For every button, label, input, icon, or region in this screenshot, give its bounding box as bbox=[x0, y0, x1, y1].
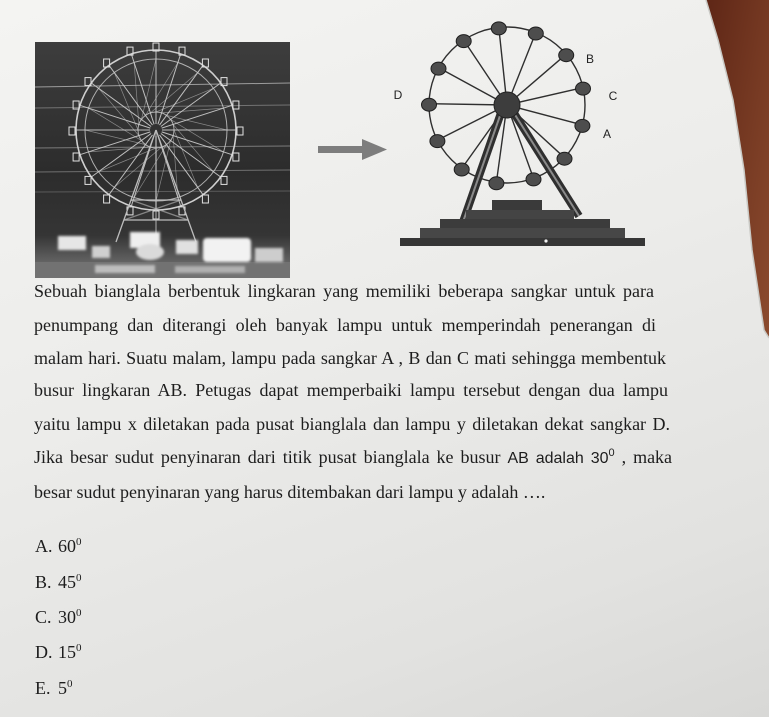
option-superscript: 0 bbox=[67, 678, 73, 690]
option-value: 5 bbox=[58, 678, 67, 698]
gondola bbox=[431, 62, 446, 75]
label-a: A bbox=[602, 127, 612, 141]
option-letter: E. bbox=[35, 678, 51, 698]
line-6-ending: , maka bbox=[621, 447, 673, 467]
problem-line-7: besar sudut penyinaran yang harus ditembakan dari lampu y adalah …. bbox=[34, 482, 546, 502]
base-step bbox=[492, 200, 542, 210]
light-patch bbox=[176, 240, 198, 254]
label-c: C bbox=[608, 89, 618, 103]
option-letter: D. bbox=[35, 642, 53, 662]
option-c bbox=[35, 606, 82, 628]
gondola bbox=[491, 22, 506, 35]
angle-number: 30 bbox=[590, 450, 609, 467]
option-a bbox=[35, 535, 82, 557]
arrow-head bbox=[362, 139, 387, 160]
option-b bbox=[35, 571, 82, 593]
light-patch bbox=[175, 266, 245, 273]
gondola bbox=[576, 82, 591, 95]
problem-line-1: Sebuah bianglala berbentuk lingkaran yang memiliki beberapa sangkar untuk para bbox=[34, 281, 654, 301]
option-value: 45 bbox=[58, 572, 76, 592]
diagram-hub bbox=[494, 92, 520, 118]
problem-line-5: yaitu lampu x diletakan pada pusat bianglala dan lampu y diletakan dekat sangkar D. bbox=[34, 414, 670, 434]
van-shape bbox=[203, 238, 251, 262]
problem-line-4: busur lingkaran AB. Petugas dapat memperbaiki lampu tersebut dengan dua lampu bbox=[34, 380, 668, 400]
gondola bbox=[454, 163, 469, 176]
option-superscript: 0 bbox=[76, 642, 82, 654]
angle-value bbox=[590, 447, 615, 467]
problem-line-6 bbox=[34, 446, 672, 468]
problem-line-2: penumpang dan diterangi oleh banyak lampu untuk memperindah penerangan di bbox=[34, 315, 656, 335]
option-value: 15 bbox=[58, 642, 76, 662]
ferris-wheel-photo bbox=[35, 42, 290, 278]
label-b: B bbox=[585, 52, 595, 66]
gondola bbox=[422, 98, 437, 111]
arrow-shaft bbox=[318, 146, 364, 153]
light-patch bbox=[95, 265, 155, 273]
option-letter: A. bbox=[35, 536, 53, 556]
line-6-arc-label: AB adalah bbox=[507, 450, 584, 467]
gondola bbox=[489, 177, 504, 190]
option-letter: B. bbox=[35, 572, 52, 592]
gondola bbox=[456, 35, 471, 48]
gondola bbox=[557, 152, 572, 165]
option-d bbox=[35, 641, 82, 663]
light-patch bbox=[58, 236, 86, 250]
option-letter: C. bbox=[35, 607, 52, 627]
option-superscript: 0 bbox=[76, 607, 82, 619]
option-value: 30 bbox=[58, 607, 76, 627]
photo-ground bbox=[35, 262, 290, 278]
gondola bbox=[430, 135, 445, 148]
gondola bbox=[526, 173, 541, 186]
problem-line-3: malam hari. Suatu malam, lampu pada sangkar A , B dan C mati sehingga membentuk bbox=[34, 348, 666, 368]
label-d: D bbox=[393, 88, 403, 102]
light-patch bbox=[255, 248, 283, 262]
light-patch bbox=[136, 244, 164, 260]
base-step bbox=[440, 219, 610, 228]
gondola bbox=[559, 49, 574, 62]
diagram-base bbox=[400, 200, 645, 246]
desk-surface bbox=[706, 0, 769, 338]
base-light-dot bbox=[544, 239, 547, 242]
gondola bbox=[528, 27, 543, 40]
base-step bbox=[420, 228, 625, 238]
option-value: 60 bbox=[58, 536, 76, 556]
arrow-icon bbox=[318, 139, 387, 160]
option-superscript: 0 bbox=[76, 536, 82, 548]
ferris-wheel-diagram bbox=[394, 22, 645, 246]
option-superscript: 0 bbox=[76, 572, 82, 584]
base-step bbox=[466, 210, 574, 219]
gondola bbox=[575, 119, 590, 132]
degree-superscript: 0 bbox=[608, 447, 615, 459]
light-patch bbox=[92, 246, 110, 258]
base-step bbox=[400, 238, 645, 246]
option-e bbox=[35, 677, 73, 699]
line-6-text: Jika besar sudut penyinaran dari titik pusat bianglala ke busur bbox=[34, 447, 501, 467]
